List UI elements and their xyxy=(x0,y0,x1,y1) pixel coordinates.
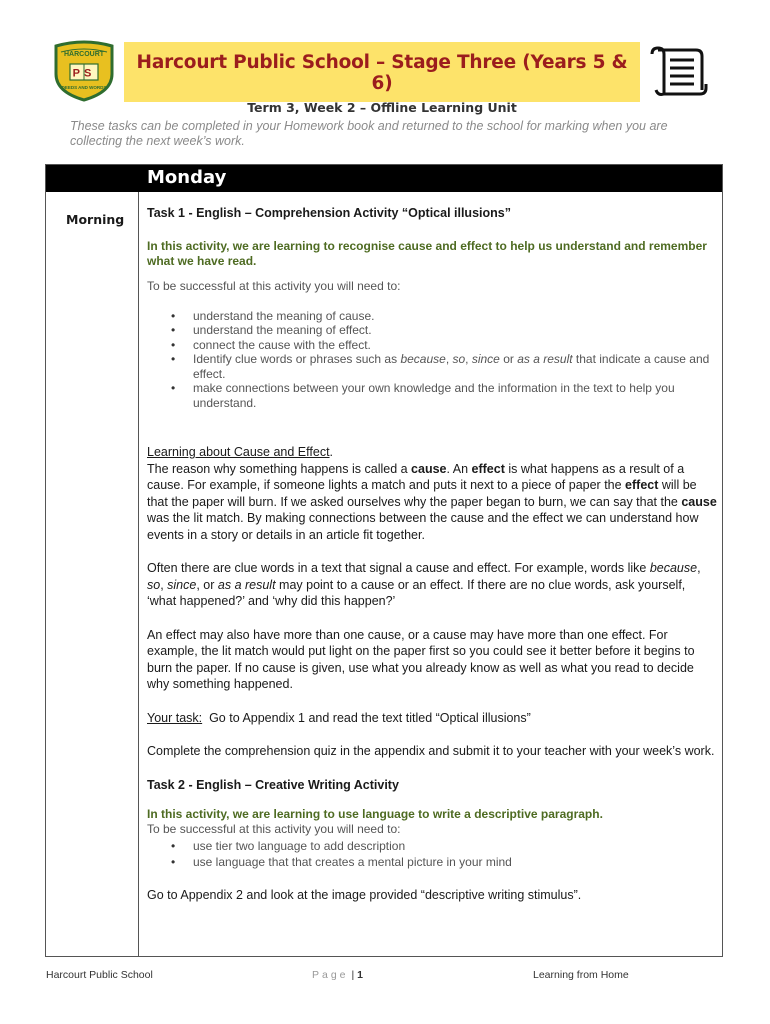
period-label: Morning xyxy=(66,212,125,227)
list-item: • understand the meaning of cause. xyxy=(193,309,717,324)
task-content xyxy=(147,205,717,904)
task1-paragraph-3: An effect may also have more than one cause, or a cause may have more than one effect. For example, the lit match would put light on the paper first so you could see it better before it begins to burn the paper. If no cause is given, use what you already know as well as what you read to decide why something happened. xyxy=(147,627,695,691)
task1-paragraph-5: Complete the comprehension quiz in the appendix and submit it to your teacher with your week’s work. xyxy=(147,744,715,758)
task2-paragraph-1: Go to Appendix 2 and look at the image provided “descriptive writing stimulus”. xyxy=(147,888,582,902)
your-task-line: Your task: Go to Appendix 1 and read the text titled “Optical illusions” xyxy=(147,710,531,725)
task1-success-intro: To be successful at this activity you will need to: xyxy=(147,278,401,293)
task2-title: Task 2 - English – Creative Writing Activity xyxy=(147,777,399,792)
page-subtitle: Term 3, Week 2 – Offline Learning Unit xyxy=(247,100,517,115)
list-item: • understand the meaning of effect. xyxy=(193,323,717,338)
footer-right: Learning from Home xyxy=(533,969,629,981)
day-label: Monday xyxy=(147,167,227,188)
learning-heading: Learning about Cause and Effect. xyxy=(147,445,334,459)
list-item: • Identify clue words or phrases such as because, so, since or as a result that indicate a cause and effect. xyxy=(193,352,717,381)
task1-title: Task 1 - English – Comprehension Activity “Optical illusions” xyxy=(147,206,511,220)
task1-objective: In this activity, we are learning to recognise cause and effect to help us understand and remember what we have read. xyxy=(147,238,707,268)
task1-paragraph-1: The reason why something happens is called a cause. An effect is what happens as a result of a cause. For example, if someone lights a match and puts it next to a piece of paper the effect will be that the paper will burn. If we asked ourselves why the paper began to burn, we can say that the cause was the lit match. By making connections between the cause and the effect we can understand how events in a story or details in an article fit together. xyxy=(147,461,717,542)
list-item: • use language that that creates a mental picture in your mind xyxy=(193,855,717,870)
school-crest-logo xyxy=(50,40,118,102)
list-item: • make connections between your own knowledge and the information in the text to help you understand. xyxy=(193,381,717,410)
task2-objective: In this activity, we are learning to use language to write a descriptive paragraph. xyxy=(147,807,603,821)
crest-initials: PS xyxy=(72,67,96,80)
day-header xyxy=(46,165,722,192)
crest-top-text: HARCOURT xyxy=(63,51,105,58)
page-title: Harcourt Public School – Stage Three (Years 5 & 6) xyxy=(136,52,628,94)
footer-school: Harcourt Public School xyxy=(46,969,153,981)
crest-motto: DEEDS AND WORDS xyxy=(61,85,107,90)
task2-success-intro: To be successful at this activity you will need to: xyxy=(147,822,401,836)
footer-page: Page | 1 xyxy=(312,969,363,981)
column-divider xyxy=(138,192,139,956)
title-banner xyxy=(124,42,640,115)
scroll-document-icon xyxy=(648,44,712,100)
task2-criteria-list xyxy=(147,839,717,869)
task1-criteria-list xyxy=(147,309,717,411)
list-item: • connect the cause with the effect. xyxy=(193,338,717,353)
intro-note: These tasks can be completed in your Homework book and returned to the school for marking when you are collecting the next week’s work. xyxy=(70,119,668,148)
schedule-table xyxy=(45,164,723,957)
task1-paragraph-2: Often there are clue words in a text that signal a cause and effect. For example, words like because, so, since, or as a result may point to a cause or an effect. If there are no clue words, ask yourself, ‘what happened?’ and ‘why did this happen?’ xyxy=(147,561,701,608)
list-item: • use tier two language to add description xyxy=(193,839,717,854)
